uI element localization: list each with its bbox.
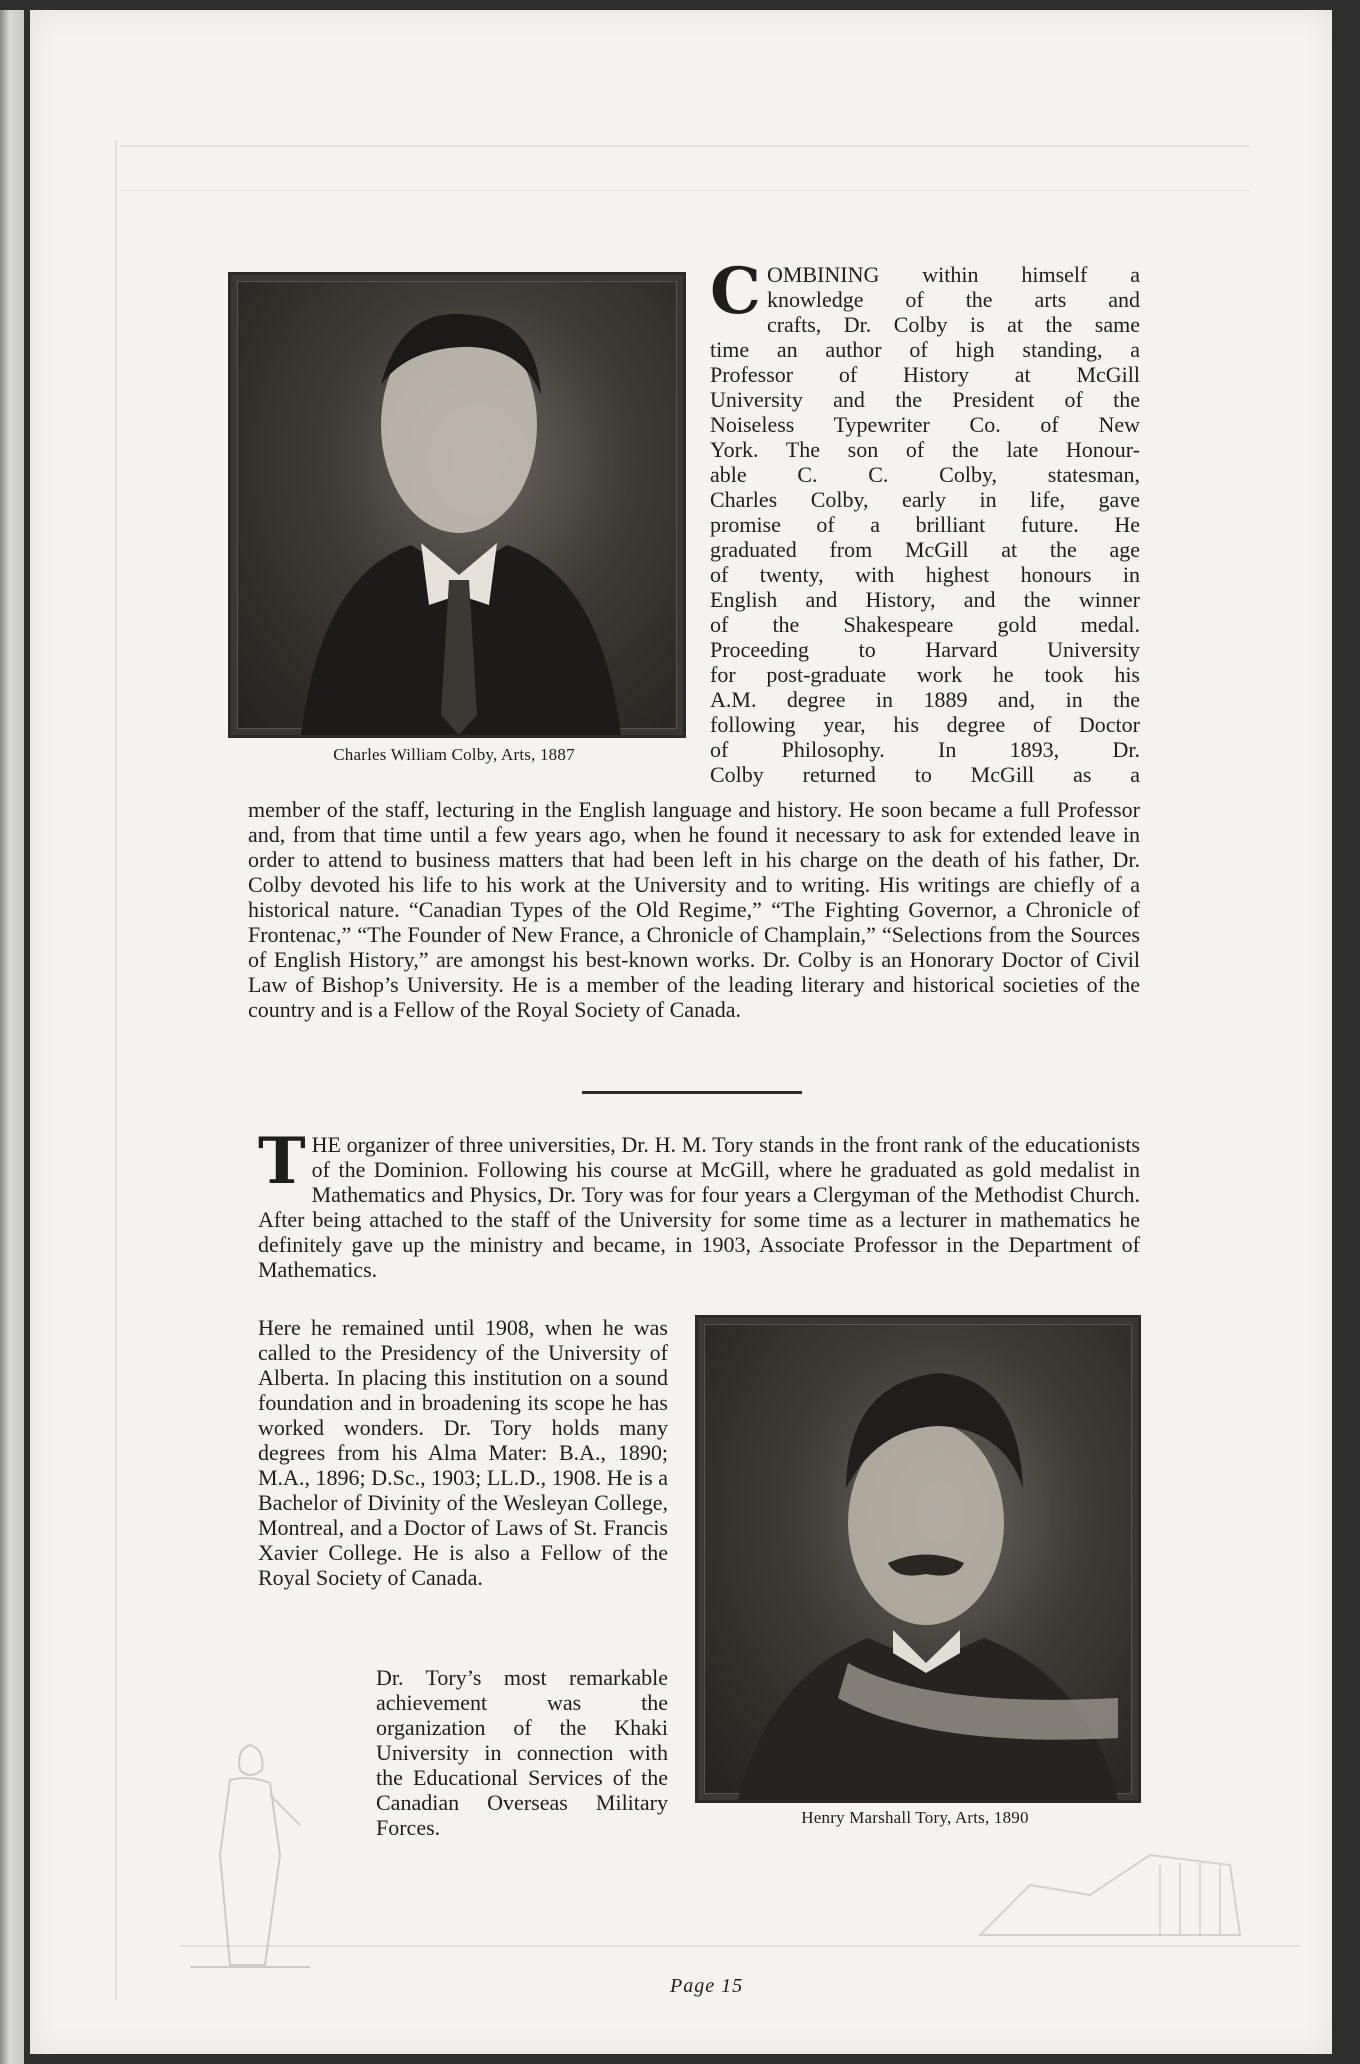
document-page — [30, 10, 1332, 2054]
tory-portrait-figure — [698, 1318, 1138, 1800]
colby-bio-line: OMBINING within himself a — [766, 262, 1140, 287]
colby-bio-line: Charles Colby, early in life, gave — [710, 487, 1140, 512]
colby-bio-line: English and History, and the winner — [710, 587, 1140, 612]
colby-bio-line: of the Shakespeare gold medal. — [710, 612, 1140, 637]
colby-bio-lines — [710, 254, 1140, 787]
colby-bio-line: crafts, Dr. Colby is at the same — [766, 312, 1140, 337]
tory-bio-left-column: Here he remained until 1908, when he was called to the Presidency of the University of Alberta. In placing this institution on a sound foundation and in broadening its scope he has worked wonders. Dr. Tory holds many degrees from his Alma Mater: B.A., 1890; M.A., 1896; D.Sc., 1903; LL.D., 1908. He is a Bachelor of Divinity of the Wesleyan College, Montreal, and a Doctor of Laws of St. Francis Xavier College. He is also a Fellow of the Royal Society of Canada. — [258, 1315, 668, 1590]
book-binding-edge — [0, 10, 24, 2064]
section-separator — [582, 1091, 802, 1094]
tory-caption: Henry Marshall Tory, Arts, 1890 — [801, 1808, 1029, 1827]
colby-portrait — [228, 272, 686, 738]
decorative-left-line — [115, 140, 117, 2000]
decorative-top-line-2 — [120, 190, 1250, 191]
colby-bio-line: of Philosophy. In 1893, Dr. — [710, 737, 1140, 762]
colby-bio-line: able C. C. Colby, statesman, — [710, 462, 1140, 487]
colby-dropcap: C — [710, 254, 761, 329]
colby-caption: Charles William Colby, Arts, 1887 — [333, 745, 575, 764]
colby-bio-line: York. The son of the late Honour- — [710, 437, 1140, 462]
tory-portrait — [695, 1315, 1141, 1803]
colby-portrait-figure — [231, 275, 683, 735]
colby-bio-paragraph: member of the staff, lecturing in the English language and history. He soon became a full Professor and, from that time until a few years ago, when he found it necessary to ask for extended leave in order to attend to business matters that had been left in his charge on the death of his father, Dr. Colby devoted his life to his work at the University and to writing. His writings are chiefly of a historical nature. “Canadian Types of the Old Regime,” “The Fighting Governor, a Chronicle of Frontenac,” “The Founder of New France, a Chronicle of Champlain,” “Selections from the Sources of English History,” are amongst his best-known works. Dr. Colby is an Honorary Doctor of Civil Law of Bishop’s University. He is a member of the leading literary and historical societies of the country and is a Fellow of the Royal Society of Canada. — [248, 797, 1140, 1022]
colby-bio-right-column — [710, 254, 1140, 787]
page-number: Page 15 — [670, 1975, 744, 1997]
colby-bio-line: knowledge of the arts and — [766, 287, 1140, 312]
colby-bio-line: A.M. degree in 1889 and, in the — [710, 687, 1140, 712]
colby-bio-line: Noiseless Typewriter Co. of New — [710, 412, 1140, 437]
statue-sketch-illustration — [170, 1735, 330, 1975]
colby-bio-line: for post-graduate work he took his — [710, 662, 1140, 687]
colby-bio-line: promise of a brilliant future. He — [710, 512, 1140, 537]
colby-bio-line: Professor of History at McGill — [710, 362, 1140, 387]
colby-bio-line: Colby returned to McGill as a — [710, 762, 1140, 787]
colby-bio-line: University and the President of the — [710, 387, 1140, 412]
tory-intro-text: HE organizer of three universities, Dr. H. M. Tory stands in the front rank of the educationists of the Dominion. Following his course at McGill, where he graduated as gold medalist in Mathematics and Physics, Dr. Tory was for four years a Clergyman of the Methodist Church. After being attached to the staff of the University for some time as a lecturer in mathematics he definitely gave up the ministry and became, in 1903, Associate Professor in the Department of Mathematics. — [258, 1132, 1140, 1282]
decorative-top-line — [120, 145, 1250, 147]
tory-bio-intro — [258, 1124, 1140, 1282]
tory-bio-indented: Dr. Tory’s most remarkable achievement was the organization of the Khaki University in connection with the Educational Services of the Canadian Overseas Military Forces. — [376, 1665, 668, 1840]
colby-bio-line: following year, his degree of Doctor — [710, 712, 1140, 737]
building-sketch-illustration — [970, 1825, 1250, 1945]
colby-bio-line: of twenty, with highest honours in — [710, 562, 1140, 587]
colby-bio-line: graduated from McGill at the age — [710, 537, 1140, 562]
colby-bio-line: Proceeding to Harvard University — [710, 637, 1140, 662]
decorative-bottom-line — [180, 1945, 1300, 1947]
tory-dropcap: T — [258, 1124, 306, 1199]
colby-bio-line: time an author of high standing, a — [710, 337, 1140, 362]
